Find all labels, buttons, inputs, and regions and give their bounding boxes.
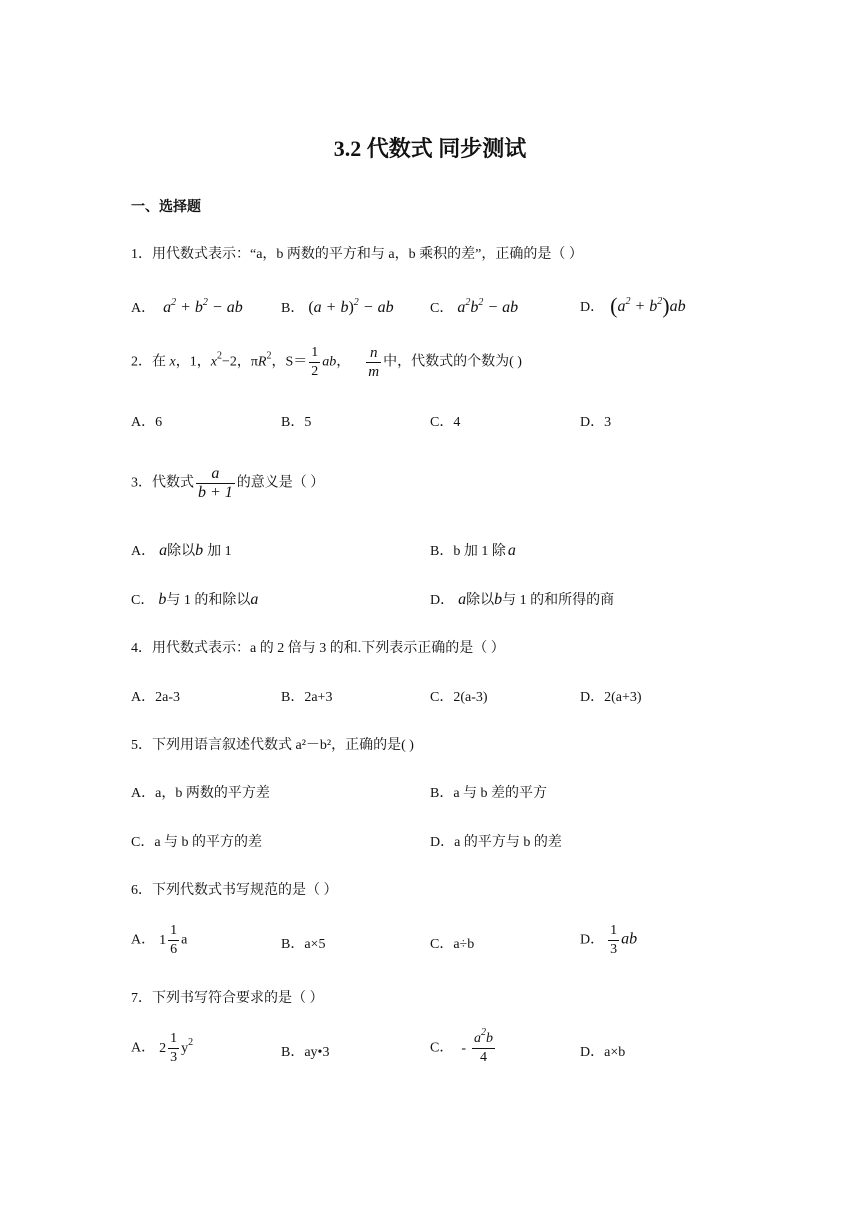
question-5-stem: 5．下列用语言叙述代数式 a²－b²，正确的是( ): [131, 738, 414, 753]
question-1-stem: 1．用代数式表示：“a，b 两数的平方和与 a，b 乘积的差”，正确的是（ ）: [131, 247, 583, 262]
q2-option-c: C．4: [430, 415, 461, 430]
question-4-stem: 4．用代数式表示：a 的 2 倍与 3 的和.下列表示正确的是（ ）: [131, 641, 505, 656]
q6-option-c: C．a÷b: [430, 937, 475, 952]
question-7-stem: 7．下列书写符合要求的是（ ）: [131, 991, 324, 1006]
q2-option-d: D．3: [580, 415, 612, 430]
question-3-stem: 3．代数式 $\frac{a}{b + 1}$ 的意义是（ ）: [131, 465, 325, 501]
q5-option-c: C．a 与 b 的平方的差: [131, 835, 263, 850]
section-heading: 一、选择题: [131, 200, 201, 215]
q1-option-c: C． $a^2b^2$ − ab: [430, 297, 519, 316]
q1-option-a: A． $a^2 + b^2$ − ab: [131, 297, 243, 316]
q5-option-b: B．a 与 b 差的平方: [430, 786, 548, 801]
q7-option-c: C． - $\frac{a^2b}{4}$: [430, 1027, 494, 1065]
q4-option-b: B．2a+3: [281, 690, 333, 705]
q5-option-d: D．a 的平方与 b 的差: [430, 835, 562, 850]
q4-option-a: A．2a-3: [131, 690, 180, 705]
q6-option-a: A． 1 $\frac{1}{6}$ a: [131, 923, 188, 957]
question-6-stem: 6．下列代数式书写规范的是（ ）: [131, 883, 338, 898]
page-title: 3.2 代数式 同步测试: [333, 136, 527, 161]
q3-option-b: B．b 加 1 除 a: [430, 542, 516, 559]
q6-option-b: B．a×5: [281, 937, 326, 952]
q7-option-a: A． 2 $\frac{1}{3}$ $y^2$: [131, 1031, 194, 1065]
q7-option-b: B．ay•3: [281, 1045, 330, 1060]
question-2-stem: 2．在 x，1，$x^2-2$，$\pi R^2$，S＝ $\frac{1}{2}$ ab， $\frac{n}{m}$ 中，代数式的个数为( ): [131, 345, 522, 380]
q1-option-d: D． $(a^2 + b^2)ab$: [580, 293, 686, 318]
q6-option-d: D． $\frac{1}{3}$ ab: [580, 923, 638, 957]
q4-option-d: D．2(a+3): [580, 690, 642, 705]
q1-option-b: B． $(a + b)^2$ − ab: [281, 297, 394, 316]
q3-option-a: A． a除以b 加 1: [131, 542, 232, 559]
q3-option-d: D． a除以b与 1 的和所得的商: [430, 591, 615, 608]
q3-option-c: C． b与 1 的和除以a: [131, 591, 259, 608]
q7-option-d: D．a×b: [580, 1045, 626, 1060]
q2-option-a: A．6: [131, 415, 163, 430]
q2-option-b: B．5: [281, 415, 312, 430]
q5-option-a: A．a，b 两数的平方差: [131, 786, 270, 801]
q4-option-c: C．2(a-3): [430, 690, 488, 705]
